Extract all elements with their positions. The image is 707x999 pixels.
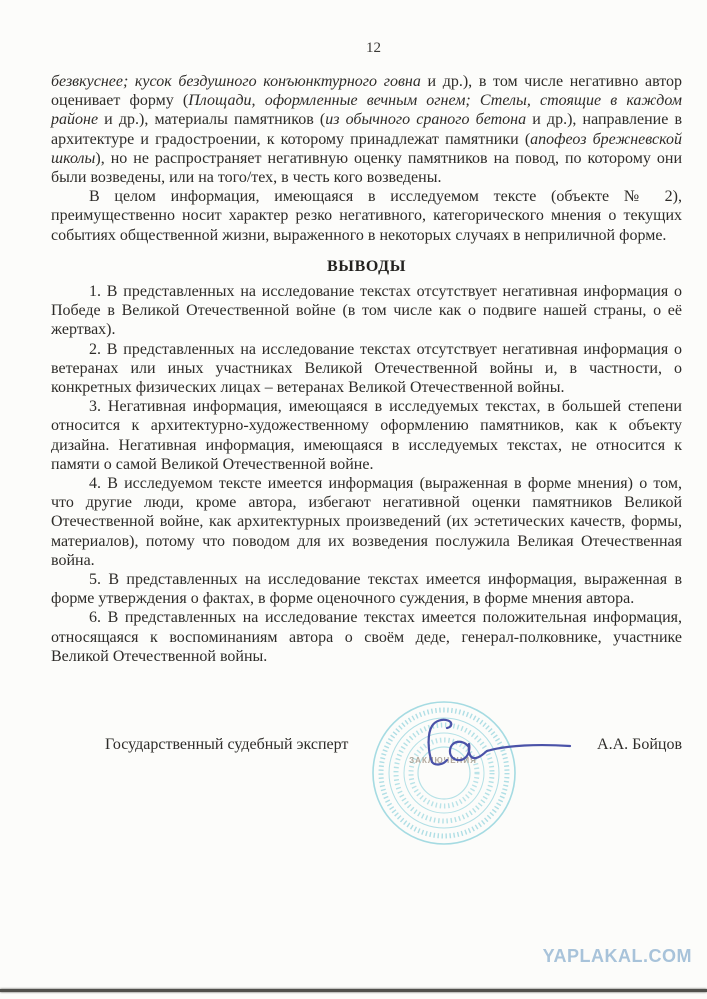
paragraph-continuation <box>51 72 682 187</box>
quoted-italic-text: апофеоз брежневской школы <box>51 130 682 167</box>
page-number: 12 <box>366 40 381 56</box>
signature-row <box>51 736 682 754</box>
expert-title-label: Государственный судебный эксперт <box>105 736 349 753</box>
expert-name: А.А. Бойцов <box>597 736 682 753</box>
body-text: 2. В представленных на исследование текстах отсутствует негативная информация о ветеранах или иных участниках Великой Отечественной войны и, в частности, о конкретных физических лицах – ветеранах Великой Отечественной войны. <box>51 340 682 397</box>
handwritten-signature-ink <box>404 712 579 774</box>
body-text: 5. В представленных на исследование текстах имеется информация, выраженная в форме утверждения о фактах, в форме оценочного суждения, в форме мнения автора. <box>51 571 682 608</box>
conclusions-heading: ВЫВОДЫ <box>326 257 407 275</box>
body-text: 4. В исследуемом тексте имеется информация (выраженная в форме мнения) о том, что другие люди, кроме автора, избегают негативной оценки памятников Великой Отечественной войне, как архитектурных произведений (их эстетических качеств, формы, материалов), потому что поводом для их возведения послужила Великая Отечественная война. <box>51 475 682 569</box>
conclusion-item-5 <box>51 570 682 608</box>
body-text: В целом информация, имеющаяся в исследуемом тексте (объекте № 2), преимущественно носит характер резко негативного, категорического мнения о текущих событиях общественной жизни, выраженного в некоторых случаях в неприличной форме. <box>51 188 682 244</box>
body-text: 6. В представленных на исследование текстах имеется положительная информация, относящаяся к воспоминаниям автора о своём деде, генерал-полковнике, участнике Великой Отечественной войны. <box>51 609 682 665</box>
conclusion-item-6 <box>51 608 682 666</box>
quoted-italic-text: безвкуснее; кусок бездушного конъюнктурного говна <box>51 73 421 90</box>
document-body <box>51 72 682 666</box>
conclusion-item-3 <box>51 397 682 474</box>
body-text: и др.), в том числе негативно автор оценивает форму ( <box>51 73 683 110</box>
body-text: ), но не распространяет негативную оценку памятников на повод, по которому они были возведены, или на того/тех, в честь кого возведены. <box>51 149 682 187</box>
conclusion-item-1 <box>51 282 682 340</box>
conclusion-item-4 <box>51 474 682 570</box>
body-text: 1. В представленных на исследование текстах отсутствует негативная информация о Победе в Великой Отечественной войне (в том числе как о подвиге нашей страны, о её жертвах). <box>51 283 682 339</box>
conclusion-item-2 <box>51 340 682 398</box>
body-text: 3. Негативная информация, имеющаяся в исследуемых текстах, в большей степени относится к архитектурно-художественному оформлению памятников, как к объекту дизайна. Негативная информация, имеющаяся в исследуемых текстах, не относится к памяти о самой Великой Отечественной войне. <box>51 398 682 473</box>
body-text: и др.), материалы памятников ( <box>98 111 326 129</box>
quoted-italic-text: Площади, оформленные вечным огнем; Стелы, стоящие в каждом районе <box>51 92 683 129</box>
watermark-yaplakal: YAPLAKAL.COM <box>542 946 692 966</box>
paragraph-summary <box>51 187 682 245</box>
scan-edge-line <box>0 989 707 992</box>
quoted-italic-text: из обычного сраного бетона <box>325 111 527 129</box>
body-text: и др.), направление в архитектуре и градостроении, к которому принадлежат памятники ( <box>51 111 683 148</box>
stamp-center-text: ЗАКЛЮЧЕНИЯ <box>409 756 477 765</box>
